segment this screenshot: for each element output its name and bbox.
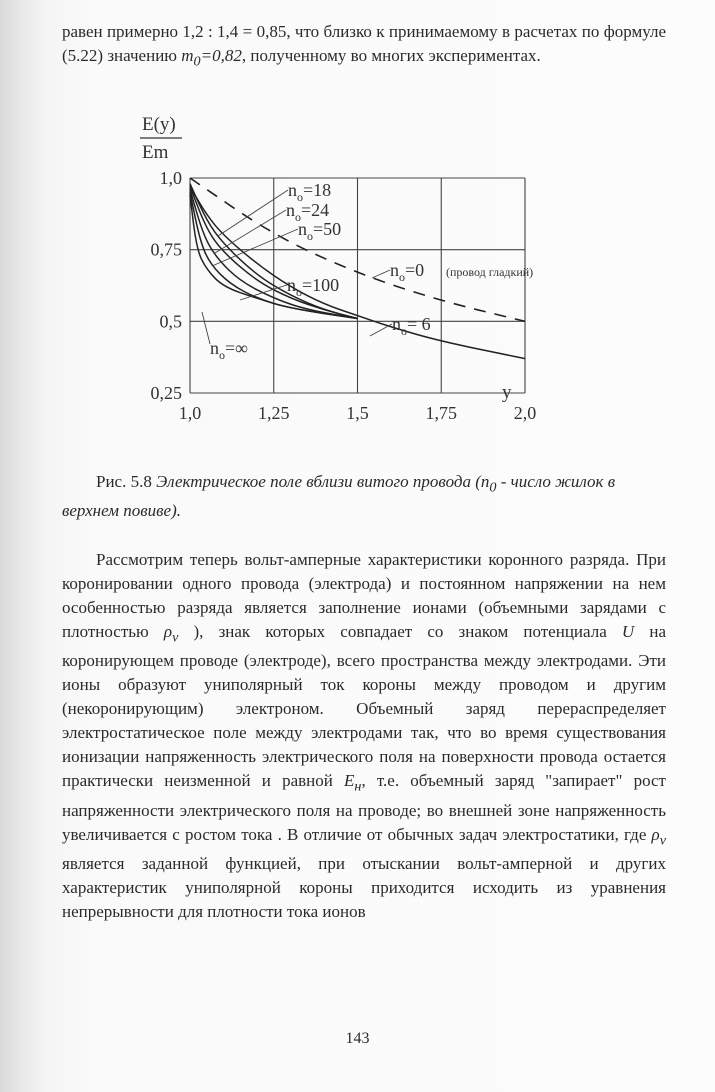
xlabel: y (502, 382, 512, 403)
label-n50: $n_o=50$ (298, 219, 342, 243)
text-run: , полученному во многих экспериментах. (241, 45, 541, 65)
chart-grid (190, 178, 525, 393)
x-tick-label: 1,75 (425, 403, 457, 423)
symbol-U: U (621, 622, 635, 641)
caption-tail: - число жилок в верхнем повиве). (62, 472, 616, 521)
paragraph-top (62, 20, 666, 73)
x-tick-label: 2,0 (513, 403, 537, 423)
caption-text: Электрическое поле вблизи витого провода (n (156, 472, 490, 491)
y-tick-label: 1,0 (159, 168, 182, 188)
symbol-m: m (181, 45, 194, 65)
symbol-rho: ρ (163, 622, 173, 641)
chart-annotations (202, 180, 533, 362)
text-run: равен примерно 1,2 : 1,4 = 0,85, что близко к принимаемому в расчетах по формуле (5.22) значению (62, 22, 666, 65)
caption-label: Рис. 5.8 (96, 472, 152, 491)
y-tick-label: 0,5 (159, 311, 182, 332)
ylabel-denominator: Em (142, 142, 169, 163)
text-run: , т.е. объемный заряд "запирает" рост напряженности электрического поля на проводе; во внешней зоне напряженность увеличивается с ростом тока . В отличие от обычных задач электростатики, где (62, 771, 666, 844)
x-tick-label: 1,0 (178, 403, 202, 423)
text-run: на коронирующем проводе (электроде), всего пространства между электродами. Эти ионы образуют униполярный ток короны между проводом и другим (некоронирующим) электроном. Объемный заряд перераспределяет электростатическое поле между электродами так, что во время существования ионизации напряженность электрического поля на поверхности провода остается практически неизменной и равной (62, 622, 666, 791)
y-tick-label: 0,25 (150, 383, 182, 403)
symbol-rho-subscript: v (172, 629, 179, 646)
label-n18: $n_o=18$ (288, 180, 332, 204)
label-n24: $n_o=24$ (286, 200, 330, 224)
label-n100: $n_o=100$ (287, 275, 340, 299)
x-tick-label: 1,5 (346, 403, 369, 423)
figure-caption (62, 470, 666, 523)
chart-tick-labels (151, 168, 537, 423)
paragraph-body (62, 548, 666, 924)
ylabel-numerator: E(y) (142, 114, 176, 135)
symbol-rho-subscript: v (659, 832, 666, 849)
text-run: Рассмотрим теперь вольт-амперные характеристики коронного разряда. При коронировании одного провода (электрода) и постоянном напряжении на нем особенностью разряда является заполнение ионами (объемными зарядами с плотностью (62, 550, 666, 641)
text-run: является заданной функцией, при отыскании вольт-амперной и других характеристик униполярной короны приходится исходить из уравнения непрерывности для плотности тока ионов (62, 854, 666, 922)
page-number: 143 (345, 1030, 370, 1047)
x-tick-label: 1,25 (258, 403, 290, 423)
field-chart (120, 108, 590, 448)
symbol-m-subscript: 0 (193, 52, 201, 69)
label-ninf: $n_o=\infty$ (210, 338, 248, 362)
symbol-m-value: =0,82 (200, 45, 242, 65)
symbol-rho: ρ (651, 824, 660, 844)
caption-subscript: 0 (489, 479, 497, 496)
text-run: ), знак которых совпадает со знаком потенциала (178, 622, 622, 641)
label-n0-note: (провод гладкий) (446, 265, 534, 279)
y-tick-label: 0,75 (150, 239, 182, 260)
symbol-E: E (344, 771, 355, 791)
label-n0: $n_o=0$ (390, 260, 425, 284)
label-n6: $n_o= 6$ (392, 314, 431, 338)
symbol-E-subscript: н (354, 778, 362, 795)
